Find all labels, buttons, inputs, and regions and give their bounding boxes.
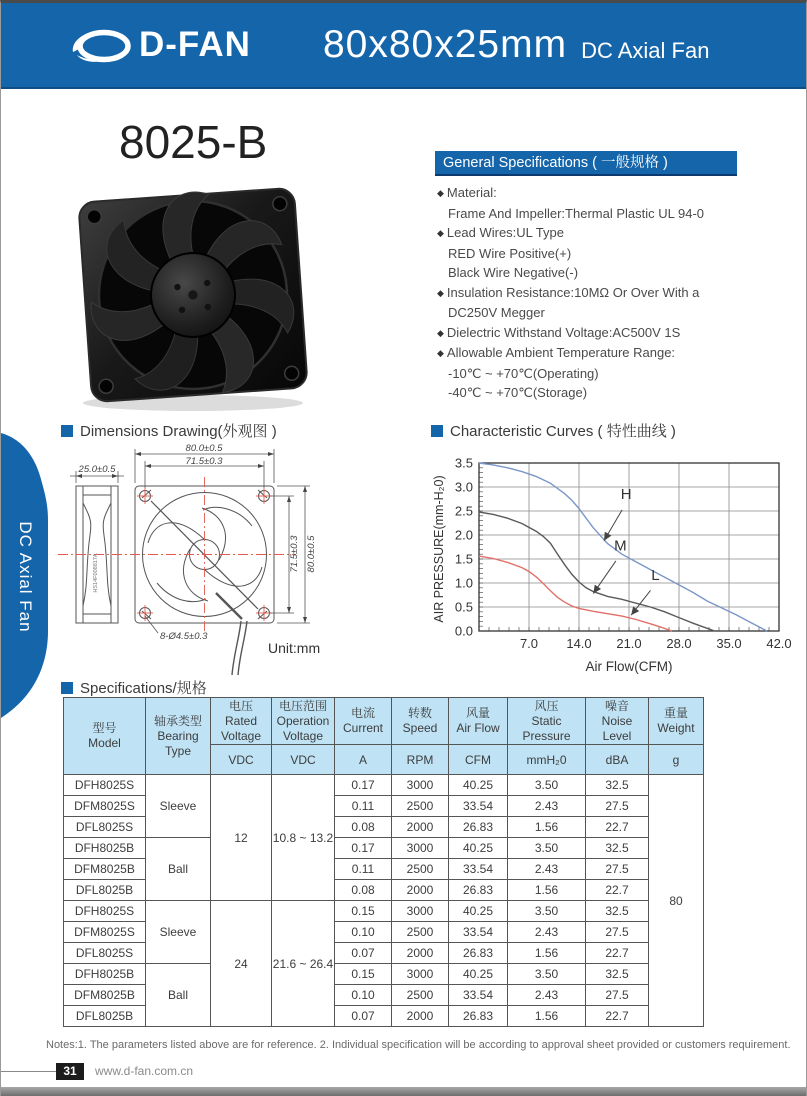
fan-product-image (65, 183, 321, 415)
air-flow-cell: 33.54 (449, 796, 508, 817)
column-header: 电流 Current (335, 698, 392, 745)
arrow-head (631, 606, 639, 615)
column-header: 噪音 Noise Level (586, 698, 649, 745)
general-spec-line (437, 364, 767, 384)
noise-cell: 27.5 (586, 922, 649, 943)
general-spec-text: Frame And Impeller:Thermal Plastic UL 94-0 (448, 205, 705, 221)
dim-front-height: 80.0±0.5 (306, 535, 317, 573)
general-spec-line (437, 244, 767, 264)
model-cell: DFH8025B (64, 964, 146, 985)
general-spec-line (437, 303, 767, 323)
air-flow-cell: 33.54 (449, 859, 508, 880)
air-flow-cell: 40.25 (449, 775, 508, 796)
pressure-cell: 3.50 (508, 964, 586, 985)
notes-text: Notes:1. The parameters listed above are for reference. 2. Individual specification will be according to approval sheet provided or customers requirement. (46, 1039, 791, 1051)
footer-rule (1, 1071, 57, 1072)
table-row (64, 901, 704, 922)
y-tick-label: 3.5 (454, 455, 473, 471)
x-tick-label: 35.0 (716, 636, 742, 651)
noise-cell: 32.5 (586, 775, 649, 796)
spec-table (63, 697, 704, 1027)
chart-x-axis-label: Air Flow(CFM) (585, 659, 673, 674)
pressure-cell: 1.56 (508, 817, 586, 838)
column-unit: A (335, 745, 392, 775)
spec-table-section-title: Specifications/规格 (80, 680, 207, 697)
y-tick-label: 1.0 (454, 575, 473, 591)
general-spec-text: Insulation Resistance:10MΩ Or Over With a (446, 284, 700, 300)
general-spec-line (437, 183, 767, 204)
column-unit: mmH₂0 (508, 745, 586, 775)
weight-cell: 80 (649, 775, 704, 1027)
general-spec-text: RED Wire Positive(+) (448, 245, 572, 261)
air-flow-cell: 33.54 (449, 985, 508, 1006)
pressure-cell: 2.43 (508, 796, 586, 817)
speed-cell: 3000 (392, 901, 449, 922)
speed-cell: 2000 (392, 943, 449, 964)
pressure-cell: 1.56 (508, 880, 586, 901)
pressure-cell: 3.50 (508, 901, 586, 922)
y-tick-label: 1.5 (454, 551, 473, 567)
table-row (64, 964, 704, 985)
model-cell: DFM8025S (64, 922, 146, 943)
noise-cell: 27.5 (586, 796, 649, 817)
air-flow-cell: 40.25 (449, 901, 508, 922)
section-bullet-icon (61, 682, 73, 694)
curves-section-header (431, 420, 676, 441)
header-banner (1, 3, 807, 89)
current-cell: 0.17 (335, 838, 392, 859)
dim-hole-pitch-v: 71.5±0.3 (289, 535, 300, 573)
column-unit: VDC (211, 745, 272, 775)
brand-name: D-FAN (139, 25, 251, 64)
x-tick-label: 42.0 (766, 636, 792, 651)
current-cell: 0.07 (335, 943, 392, 964)
pressure-cell: 1.56 (508, 1006, 586, 1027)
curve-label-M: M (614, 537, 627, 555)
model-cell: DFL8025S (64, 943, 146, 964)
operation-voltage-cell: 21.6 ~ 26.4 (272, 901, 335, 1027)
fan-swoosh-logo-icon (69, 22, 135, 68)
model-cell: DFH8025S (64, 775, 146, 796)
bearing-cell: Ball (146, 838, 211, 901)
operation-voltage-cell: 10.8 ~ 13.2 (272, 775, 335, 901)
general-spec-line (437, 283, 767, 304)
pressure-cell: 1.56 (508, 943, 586, 964)
pressure-cell: 2.43 (508, 922, 586, 943)
spec-table-head (64, 698, 704, 775)
column-header: 电压范围 Operation Voltage (272, 698, 335, 745)
pressure-cell: 2.43 (508, 859, 586, 880)
bearing-cell: Ball (146, 964, 211, 1027)
noise-cell: 22.7 (586, 817, 649, 838)
general-spec-text: Lead Wires:UL Type (446, 225, 564, 240)
curve-label-H: H (620, 486, 632, 503)
page-bottom-edge (1, 1087, 807, 1096)
air-flow-cell: 40.25 (449, 964, 508, 985)
current-cell: 0.15 (335, 901, 392, 922)
general-spec-text: Dielectric Withstand Voltage:AC500V 1S (446, 324, 681, 340)
air-flow-cell: 33.54 (449, 922, 508, 943)
curves-section-title: Characteristic Curves ( 特性曲线 ) (450, 423, 676, 440)
general-spec-text: Material: (446, 185, 497, 200)
current-cell: 0.11 (335, 859, 392, 880)
pressure-cell: 2.43 (508, 985, 586, 1006)
diamond-bullet-icon: ◆ (437, 188, 444, 198)
noise-cell: 22.7 (586, 1006, 649, 1027)
x-tick-label: 7.0 (519, 636, 539, 651)
noise-cell: 32.5 (586, 838, 649, 859)
spec-table-body (64, 775, 704, 1027)
current-cell: 0.17 (335, 775, 392, 796)
dimensions-section-title: Dimensions Drawing(外观图 ) (80, 423, 277, 440)
website-text: www.d-fan.com.cn (95, 1064, 194, 1078)
side-view-small-text: HS14F008817A (93, 553, 99, 593)
current-cell: 0.10 (335, 922, 392, 943)
dimensions-drawing (56, 443, 421, 680)
y-tick-label: 3.0 (454, 479, 473, 495)
speed-cell: 2000 (392, 1006, 449, 1027)
speed-cell: 2000 (392, 817, 449, 838)
dim-hole-pitch-h: 71.5±0.3 (185, 456, 223, 467)
general-spec-line (437, 204, 767, 224)
general-specs-list (437, 183, 767, 403)
pressure-cell: 3.50 (508, 838, 586, 859)
column-header: 电压 Rated Voltage (211, 698, 272, 745)
rated-voltage-cell: 12 (211, 775, 272, 901)
noise-cell: 27.5 (586, 859, 649, 880)
general-spec-text: DC250V Megger (448, 305, 545, 320)
speed-cell: 2500 (392, 985, 449, 1006)
column-header: 风量 Air Flow (449, 698, 508, 745)
model-cell: DFH8025B (64, 838, 146, 859)
rated-voltage-cell: 24 (211, 901, 272, 1027)
x-tick-label: 21.0 (616, 636, 642, 651)
air-flow-cell: 40.25 (449, 838, 508, 859)
general-spec-line (437, 263, 767, 283)
general-spec-line (437, 343, 767, 364)
dimensions-section-header (61, 420, 277, 441)
diamond-bullet-icon: ◆ (437, 348, 444, 358)
arrow-head (604, 532, 611, 541)
current-cell: 0.15 (335, 964, 392, 985)
general-spec-text: Black Wire Negative(-) (448, 265, 579, 280)
spec-table-section-header (61, 677, 207, 698)
section-bullet-icon (61, 425, 73, 437)
model-title: 8025-B (119, 116, 268, 168)
column-unit: CFM (449, 745, 508, 775)
current-cell: 0.10 (335, 985, 392, 1006)
air-flow-cell: 26.83 (449, 817, 508, 838)
column-header: 转数 Speed (392, 698, 449, 745)
model-cell: DFH8025S (64, 901, 146, 922)
model-cell: DFM8025S (64, 796, 146, 817)
product-size-title: 80x80x25mm (322, 23, 568, 66)
sidebar-tab-label: DC Axial Fan (16, 521, 35, 633)
product-category-title: DC Axial Fan (581, 38, 710, 63)
curve-label-L: L (651, 567, 660, 585)
general-spec-line (437, 383, 767, 403)
speed-cell: 3000 (392, 838, 449, 859)
noise-cell: 32.5 (586, 901, 649, 922)
curve-L (479, 556, 672, 631)
speed-cell: 2500 (392, 922, 449, 943)
column-unit: RPM (392, 745, 449, 775)
air-flow-cell: 26.83 (449, 880, 508, 901)
general-spec-line (437, 323, 767, 344)
noise-cell: 22.7 (586, 943, 649, 964)
noise-cell: 27.5 (586, 985, 649, 1006)
column-header: 轴承类型 Bearing Type (146, 698, 211, 775)
general-spec-text: -40℃ ~ +70℃(Storage) (448, 385, 588, 400)
unit-label: Unit:mm (268, 640, 321, 656)
speed-cell: 3000 (392, 775, 449, 796)
section-bullet-icon (431, 425, 443, 437)
table-row (64, 775, 704, 796)
column-unit: dBA (586, 745, 649, 775)
table-row (64, 838, 704, 859)
column-unit: VDC (272, 745, 335, 775)
dim-holes-label: 8-Ø4.5±0.3 (160, 631, 208, 642)
air-flow-cell: 26.83 (449, 1006, 508, 1027)
general-spec-text: Allowable Ambient Temperature Range: (446, 345, 676, 360)
chart-y-axis-label: AIR PRESSURE(mm-H₂0) (432, 475, 446, 623)
dim-front-width: 80.0±0.5 (185, 443, 223, 454)
noise-cell: 32.5 (586, 964, 649, 985)
general-spec-line (437, 223, 767, 244)
diamond-bullet-icon: ◆ (437, 287, 444, 298)
column-header: 风压 Static Pressure (508, 698, 586, 745)
column-header: 型号 Model (64, 698, 146, 775)
model-cell: DFM8025B (64, 859, 146, 880)
column-header: 重量 Weight (649, 698, 704, 745)
y-tick-label: 0.5 (454, 599, 473, 615)
model-cell: DFL8025S (64, 817, 146, 838)
dim-side-width: 25.0±0.5 (78, 464, 116, 475)
diamond-bullet-icon: ◆ (437, 228, 444, 238)
general-spec-text: -10℃ ~ +70℃(Operating) (448, 365, 599, 381)
page-number-badge: 31 (56, 1063, 84, 1080)
y-tick-label: 0.0 (454, 623, 473, 639)
bearing-cell: Sleeve (146, 901, 211, 964)
current-cell: 0.07 (335, 1006, 392, 1027)
brand-logo (69, 22, 251, 68)
pressure-cell: 3.50 (508, 775, 586, 796)
current-cell: 0.08 (335, 880, 392, 901)
x-tick-label: 14.0 (566, 636, 592, 651)
speed-cell: 2000 (392, 880, 449, 901)
air-flow-cell: 26.83 (449, 943, 508, 964)
y-tick-label: 2.5 (454, 503, 473, 519)
model-cell: DFM8025B (64, 985, 146, 1006)
noise-cell: 22.7 (586, 880, 649, 901)
y-tick-label: 2.0 (454, 527, 473, 543)
bearing-cell: Sleeve (146, 775, 211, 838)
diamond-bullet-icon: ◆ (437, 327, 444, 338)
x-tick-label: 28.0 (666, 636, 692, 651)
current-cell: 0.08 (335, 817, 392, 838)
model-cell: DFL8025B (64, 880, 146, 901)
speed-cell: 3000 (392, 964, 449, 985)
sidebar-category-tab (1, 433, 49, 718)
general-specs-title-bar: General Specifications ( 一般规格 ) (435, 151, 737, 176)
characteristic-curves-chart (429, 441, 806, 681)
speed-cell: 2500 (392, 859, 449, 880)
current-cell: 0.11 (335, 796, 392, 817)
column-unit: g (649, 745, 704, 775)
speed-cell: 2500 (392, 796, 449, 817)
model-cell: DFL8025B (64, 1006, 146, 1027)
